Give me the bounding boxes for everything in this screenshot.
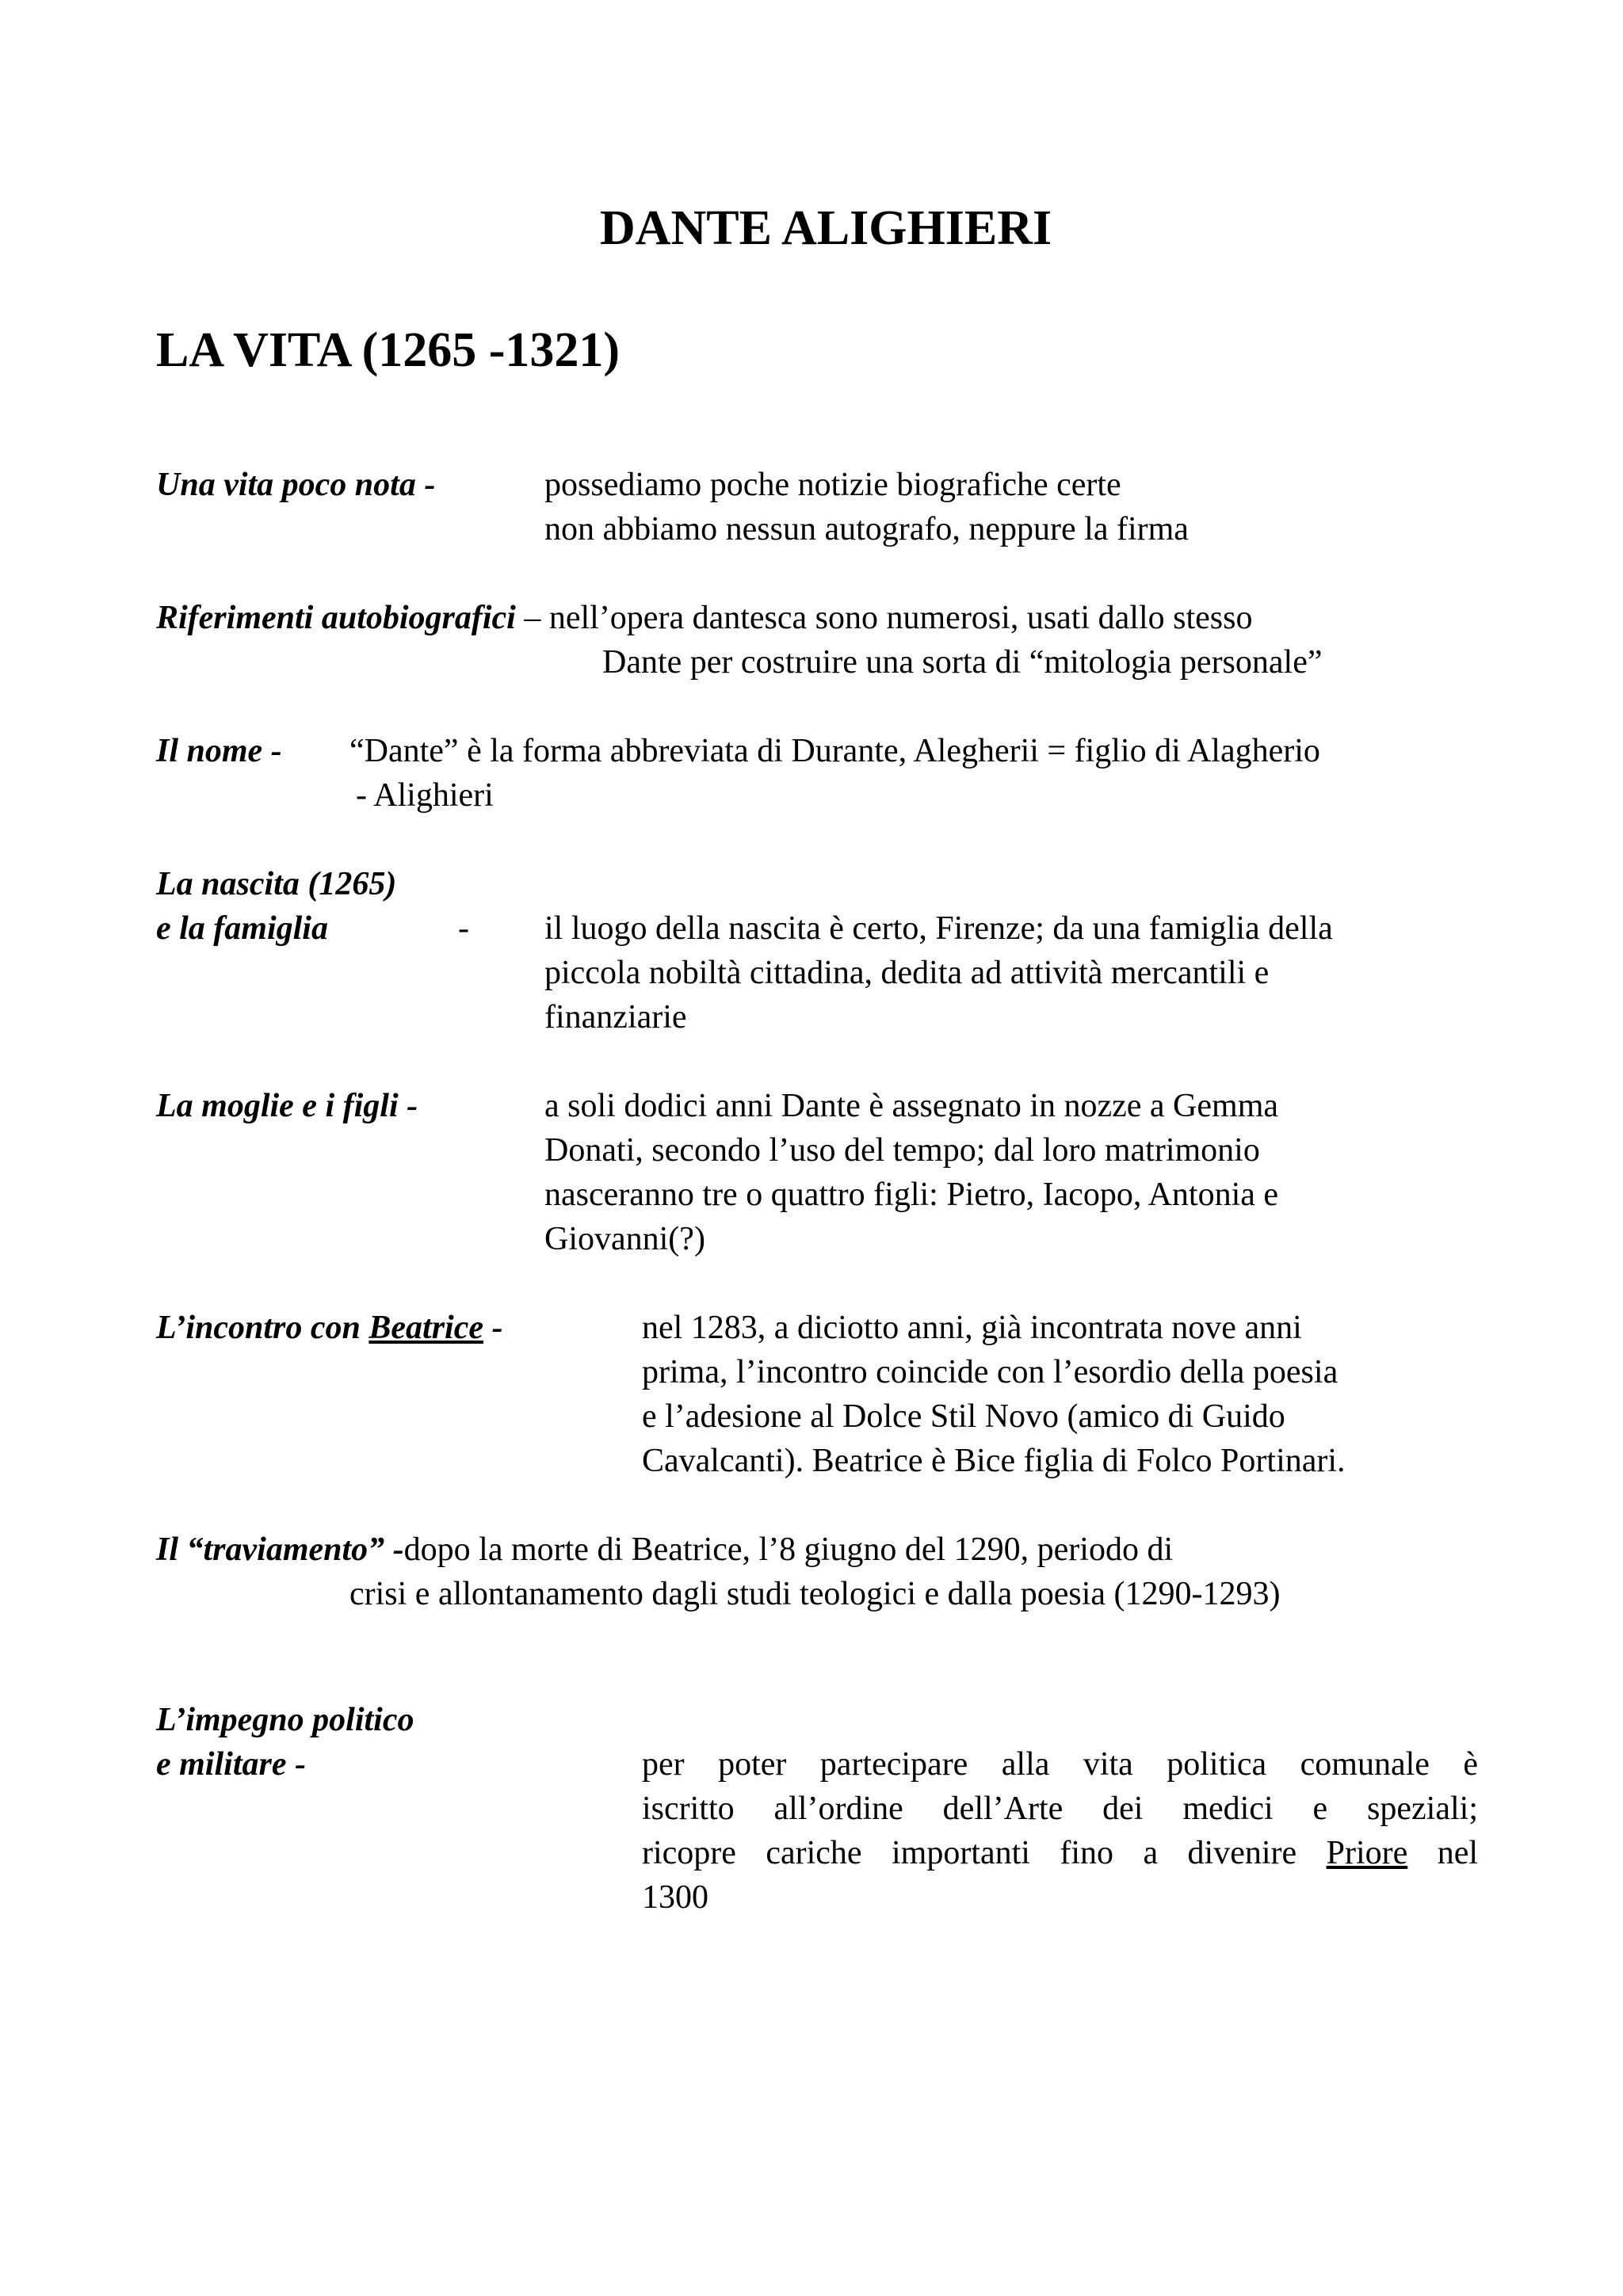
text-beatrice-line-1: nel 1283, a diciotto anni, già incontrata nove anni [642,1310,1302,1346]
beatrice-underlined: Beatrice [369,1310,483,1346]
text-traviamento-line-1: dopo la morte di Beatrice, l’8 giugno del 1290, periodo di [403,1531,1174,1568]
text-nascita-line-2: piccola nobiltà cittadina, dedita ad attività mercantili e [544,955,1270,991]
text-riferimenti-line-2: Dante per costruire una sorta di “mitologia personale” [602,644,1323,681]
riferimenti-line-1 [156,596,1252,640]
label-moglie-figli: La moglie e i figli - [156,1088,418,1124]
text-impegno-block [642,1742,1478,1920]
text-impegno-line-1: per poter partecipare alla vita politica comunale è [642,1746,1478,1783]
label-incontro-post: - [483,1310,503,1346]
section-heading: LA VITA (1265 -1321) [156,323,621,377]
label-vita-poco-nota: Una vita poco nota - [156,467,436,503]
text-vita-line-2: non abbiamo nessun autografo, neppure la firma [544,511,1189,547]
text-impegno-line-3-pre: ricopre cariche importanti fino a divenire [642,1835,1327,1871]
text-moglie-line-4: Giovanni(?) [544,1221,705,1257]
label-traviamento: Il “traviamento” - [156,1531,404,1568]
text-nascita-line-3: finanziarie [544,999,687,1035]
document-title: DANTE ALIGHIERI [599,201,1052,255]
priore-underlined: Priore [1326,1835,1408,1871]
text-nascita-line-1: il luogo della nascita è certo, Firenze; da una famiglia della [544,910,1333,947]
text-impegno-line-3-post: nel [1407,1835,1479,1871]
label-riferimenti: Riferimenti autobiografici [156,600,516,636]
text-riferimenti-line-1: – nell’opera dantesca sono numerosi, usati dallo stesso [515,600,1253,636]
text-impegno-line-3 [642,1831,1478,1875]
label-impegno-politico: L’impegno politico [156,1702,414,1738]
text-impegno-line-4: 1300 [642,1879,708,1916]
text-beatrice-line-2: prima, l’incontro coincide con l’esordio della poesia [642,1354,1338,1390]
label-nome: Il nome - [156,733,282,769]
text-nome-line-2: - Alighieri [356,777,494,814]
text-beatrice-line-3: e l’adesione al Dolce Stil Novo (amico di Guido [642,1398,1285,1435]
label-incontro-beatrice [156,1306,503,1350]
text-beatrice-line-4: Cavalcanti). Beatrice è Bice figlia di Folco Portinari. [642,1443,1346,1479]
text-vita-line-1: possediamo poche notizie biografiche certe [544,467,1121,503]
text-nome-line-1: “Dante” è la forma abbreviata di Durante, Alegherii = figlio di Alagherio [349,733,1320,769]
label-nascita: La nascita (1265) [156,866,397,902]
text-traviamento-line-2: crisi e allontanamento dagli studi teologici e dalla poesia (1290-1293) [349,1576,1281,1612]
text-impegno-line-2: iscritto all’ordine dell’Arte dei medici e speziali; [642,1791,1478,1827]
label-militare: e militare - [156,1746,306,1783]
text-moglie-line-1: a soli dodici anni Dante è assegnato in nozze a Gemma [544,1088,1279,1124]
label-famiglia-dash: - [458,910,469,947]
text-moglie-line-2: Donati, secondo l’uso del tempo; dal loro matrimonio [544,1132,1260,1169]
text-moglie-line-3: nasceranno tre o quattro figli: Pietro, Iacopo, Antonia e [544,1177,1279,1213]
traviamento-line-1 [156,1527,1173,1572]
label-famiglia: e la famiglia [156,910,328,947]
label-incontro-pre: L’incontro con [156,1310,369,1346]
